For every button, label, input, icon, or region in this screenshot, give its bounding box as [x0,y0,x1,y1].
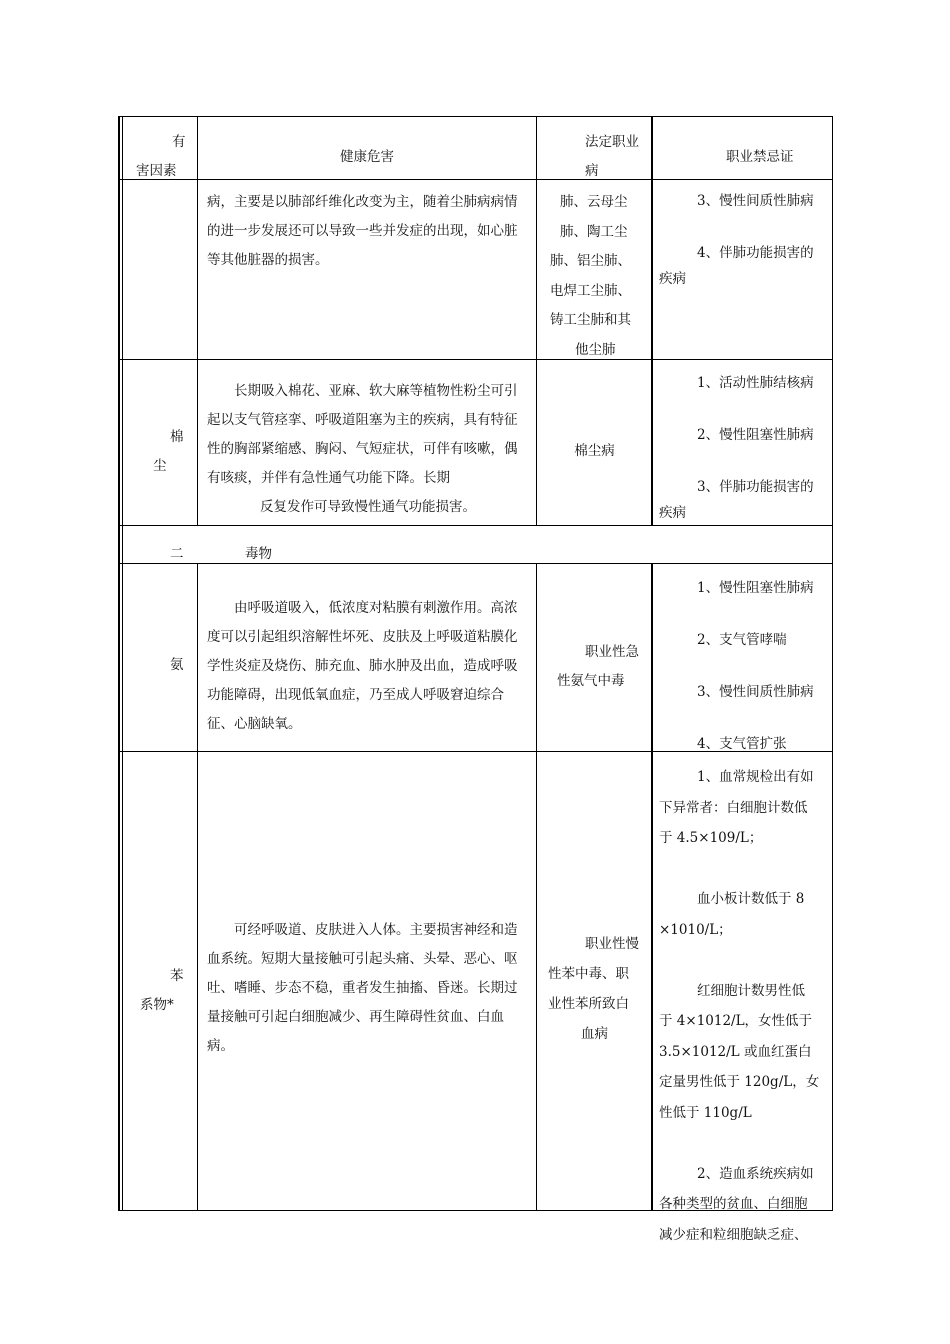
row4-factor [124,962,196,1020]
row0-contra-line: 4、伴肺功能损害的 [697,245,814,261]
row4-contra-line: 1、血常规检出有如 [697,769,814,785]
row-divider-3 [118,563,833,564]
row4-contra-line: 于 4.5×109/L； [659,830,763,846]
row3-contra-line [659,653,832,679]
column-divider-1 [197,116,198,525]
row1-contra-line [659,448,832,474]
table-border-left-inner [122,116,123,1211]
row1-contraindication [659,370,832,526]
row4-contra-line: 定量男性低于 120g/L，女 [659,1074,820,1090]
header-disease [538,128,650,180]
header-contraindication-label: 职业禁忌证 [726,149,794,165]
row4-disease [548,929,651,1049]
header-hazard [198,143,536,172]
row4-factor-line1: 苯 [170,968,184,984]
row1-contra-line: 1、活动性肺结核病 [697,375,814,391]
row4-hazard-text: 可经呼吸道、皮肤进入人体。主要损害神经和造血系统。短期大量接触可引起头痛、头晕、恶心、呕吐、嗜睡、步态不稳，重者发生抽搐、昏迷。长期过量接触可引起白细胞减少、再生障碍性贫血、白血病。 [207,922,518,1054]
row0-contra-line: 3、慢性间质性肺病 [697,193,814,209]
row3-disease-line: 职业性急 [585,644,639,660]
row0-disease-line: 肺、云母尘 [560,194,628,210]
row1-hazard-text: 长期吸入棉花、亚麻、软大麻等植物性粉尘可引起以支气管痉挛、呼吸道阻塞为主的疾病，具有特征性的胸部紧缩感、胸闷、气短症状，可伴有咳嗽，偶有咳痰，并伴有急性通气功能下降。长期 [207,383,518,486]
row-divider-1 [118,359,833,360]
row1-contra-line: 3、伴肺功能损害的 [697,479,814,495]
table-border-left [118,116,120,1211]
row3-contra-line: 4、支气管扩张 [697,736,787,752]
table-border-right [832,116,833,1211]
row0-contra-line: 疾病 [659,271,686,287]
row3-factor-text: 氨 [170,657,184,673]
row4-contra-line: 3.5×1012/L 或血红蛋白 [659,1043,812,1060]
row0-disease-line: 电焊工尘肺、 [550,282,631,299]
row1-factor [124,423,196,481]
header-disease-line2: 病 [585,163,599,179]
row3-contra-line [659,705,832,731]
row4-contra-line: 性低于 110g/L [659,1104,752,1121]
row4-hazard [207,916,529,1061]
row1-hazard-last: 反复发作可导致慢性通气功能损害。 [260,499,476,515]
row4-contra-line: 减少症和粒细胞缺乏症、 [659,1226,808,1243]
row0-disease-line: 肺、陶工尘 [560,223,628,240]
row4-contra-line: 血小板计数低于 8 [697,891,805,907]
row1-factor-line2: 尘 [153,458,167,474]
row4-disease-line: 血病 [581,1026,608,1042]
header-factor-line2: 害因素 [136,163,177,179]
row4-factor-line2: 系物* [140,997,174,1013]
row3-contra-line: 1、慢性阻塞性肺病 [697,580,814,596]
row0-disease-line: 铸工尘肺和其 [550,312,631,328]
row3-hazard-text: 由呼吸道吸入，低浓度对粘膜有刺激作用。高浓度可以引起组织溶解性坏死、皮肤及上呼吸道粘膜化学性炎症及烧伤、肺充血、肺水肿及出血，造成呼吸功能障碍，出现低氧血症，乃至成人呼吸窘迫综合征、心脑缺氧。 [207,600,518,732]
row1-hazard [207,377,529,522]
row4-contra-line [659,854,832,885]
row0-hazard [207,188,529,275]
row1-contra-line: 疾病 [659,505,686,521]
header-disease-line1: 法定职业 [585,134,639,150]
column-divider-3b [651,563,653,1211]
column-divider-1b [197,563,198,1211]
header-hazard-label: 健康危害 [340,149,394,165]
row3-contraindication [659,575,832,757]
header-contraindication [654,143,832,172]
row4-contra-line: 红细胞计数男性低 [697,982,805,999]
row4-contra-line: 各种类型的贫血、白细胞 [659,1196,808,1212]
section-title [245,540,272,569]
row3-disease-line: 性氨气中毒 [557,673,625,689]
row0-disease-line: 他尘肺 [575,341,616,358]
section-number-text: 二 [170,546,184,562]
header-bottom-line [118,179,833,180]
row3-contra-line [659,601,832,627]
row3-hazard [207,594,529,739]
row4-contra-line [659,945,832,976]
row1-contra-line: 2、慢性阻塞性肺病 [697,427,814,443]
table-border-top [118,116,833,117]
row0-contra-line [659,214,832,240]
row1-disease-text: 棉尘病 [574,443,615,459]
row4-contra-line: 下异常者：白细胞计数低 [659,799,808,816]
section-title-text: 毒物 [245,546,272,562]
row4-disease-line: 职业性慢 [585,936,639,952]
section-number [170,540,184,569]
row1-contra-line [659,396,832,422]
row0-hazard-text: 病，主要是以肺部纤维化改变为主，随着尘肺病病情的进一步发展还可以导致一些并发症的出现，如心脏等其他脏器的损害。 [207,194,518,268]
row4-contra-line: 于 4×1012/L，女性低于 [659,1013,813,1029]
row4-disease-line: 性苯中毒、职 [548,966,629,982]
row4-contra-line: 2、造血系统疾病如 [697,1165,814,1182]
column-divider-2 [536,116,537,525]
row0-disease [548,188,651,365]
row3-contra-line: 2、支气管哮喘 [697,632,787,648]
header-factor [124,128,196,180]
row4-contra-line: ×1010/L； [659,921,732,938]
column-divider-3 [651,116,653,525]
row4-contraindication [659,762,832,1250]
row4-disease-line: 业性苯所致白 [548,996,629,1012]
row0-contraindication [659,188,832,292]
row0-disease-line: 肺、铝尘肺、 [550,253,631,269]
row3-factor [170,651,184,680]
row4-contra-line [659,1128,832,1159]
row3-contra-line: 3、慢性间质性肺病 [697,684,814,700]
header-factor-line1: 有 [172,134,186,150]
row3-disease [557,638,651,696]
row1-disease [538,437,651,466]
row1-factor-line1: 棉 [170,429,184,445]
column-divider-2b [536,563,537,1211]
